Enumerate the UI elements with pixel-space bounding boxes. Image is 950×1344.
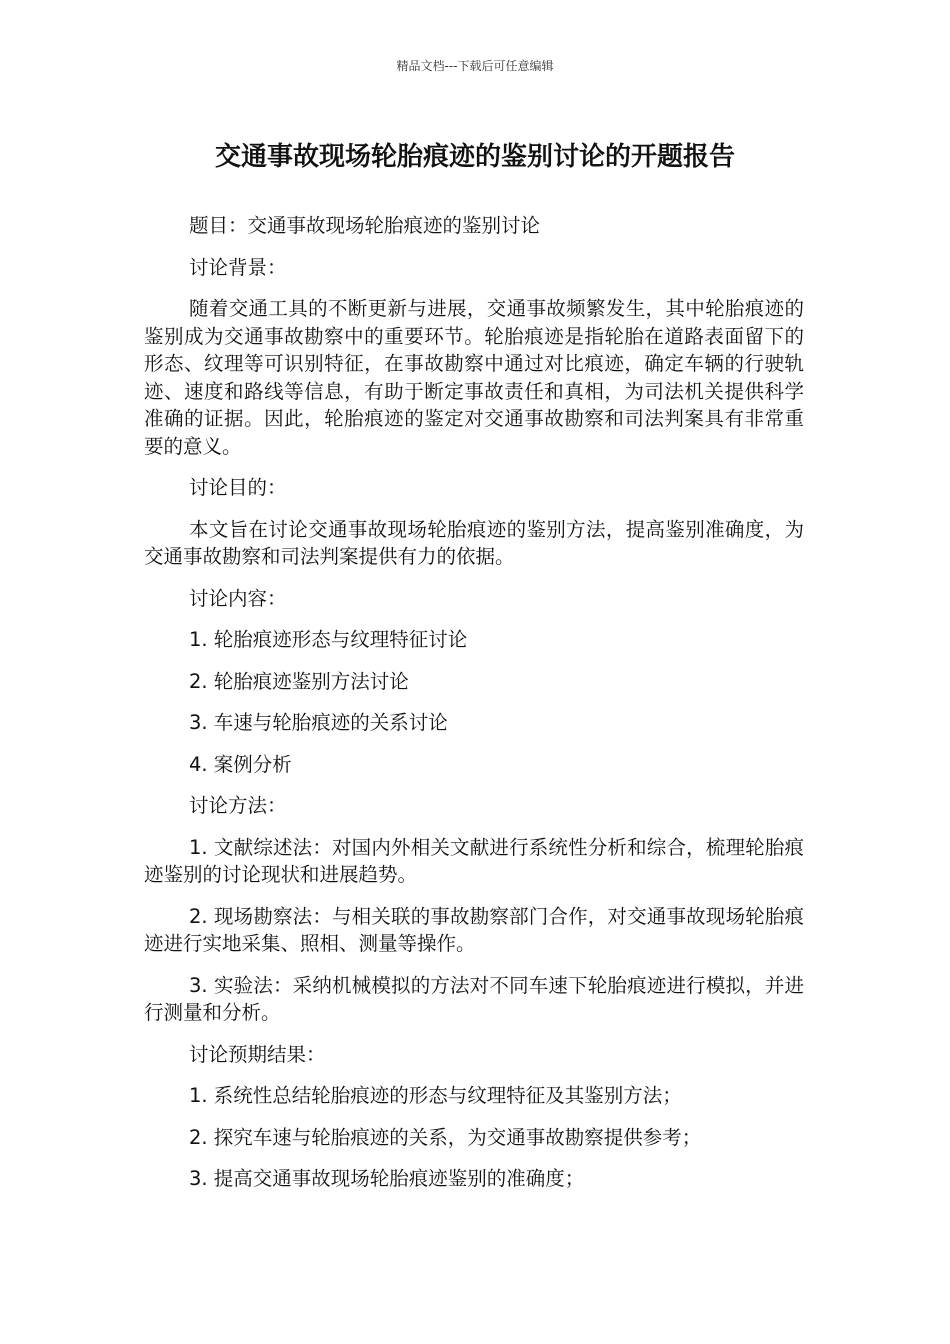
paragraph-purpose: 本文旨在讨论交通事故现场轮胎痕迹的鉴别方法，提高鉴别准确度，为交通事故勘察和司法判案提供有力的依据。 [144, 517, 804, 568]
heading-method: 讨论方法： [189, 794, 287, 817]
content-item: 1. 轮胎痕迹形态与纹理特征讨论 [189, 628, 468, 651]
heading-purpose: 讨论目的： [189, 476, 287, 499]
content-item: 3. 车速与轮胎痕迹的关系讨论 [189, 711, 448, 734]
content-item: 2. 轮胎痕迹鉴别方法讨论 [189, 669, 409, 693]
method-item: 2. 现场勘察法：与相关联的事故勘察部门合作，对交通事故现场轮胎痕迹进行实地采集、照相、测量等操作。 [144, 904, 804, 955]
page-header: 精品文档---下载后可任意编辑 [396, 59, 554, 73]
heading-background: 讨论背景： [189, 255, 287, 279]
heading-content: 讨论内容： [189, 586, 287, 610]
document-title: 交通事故现场轮胎痕迹的鉴别讨论的开题报告 [214, 142, 735, 172]
document-body [144, 212, 804, 1207]
result-item: 3. 提高交通事故现场轮胎痕迹鉴别的准确度； [189, 1167, 585, 1190]
result-item: 1. 系统性总结轮胎痕迹的形态与纹理特征及其鉴别方法； [189, 1084, 682, 1107]
result-item: 2. 探究车速与轮胎痕迹的关系，为交通事故勘察提供参考； [189, 1125, 702, 1149]
method-item: 1. 文献综述法：对国内外相关文献进行系统性分析和综合，梳理轮胎痕迹鉴别的讨论现状和进展趋势。 [144, 835, 804, 886]
paragraph-topic: 题目：交通事故现场轮胎痕迹的鉴别讨论 [189, 214, 541, 237]
method-item: 3. 实验法：采纳机械模拟的方法对不同车速下轮胎痕迹进行模拟，并进行测量和分析。 [144, 973, 804, 1024]
content-item: 4. 案例分析 [189, 752, 292, 776]
heading-expected-results: 讨论预期结果： [189, 1042, 326, 1066]
paragraph-background: 随着交通工具的不断更新与进展，交通事故频繁发生，其中轮胎痕迹的鉴别成为交通事故勘察中的重要环节。轮胎痕迹是指轮胎在道路表面留下的形态、纹理等可识别特征，在事故勘察中通过对比痕迹，确定车辆的行驶轨迹、速度和路线等信息，有助于断定事故责任和真相，为司法机关提供科学准确的证据。因此，轮胎痕迹的鉴定对交通事故勘察和司法判案具有非常重要的意义。 [144, 297, 804, 458]
